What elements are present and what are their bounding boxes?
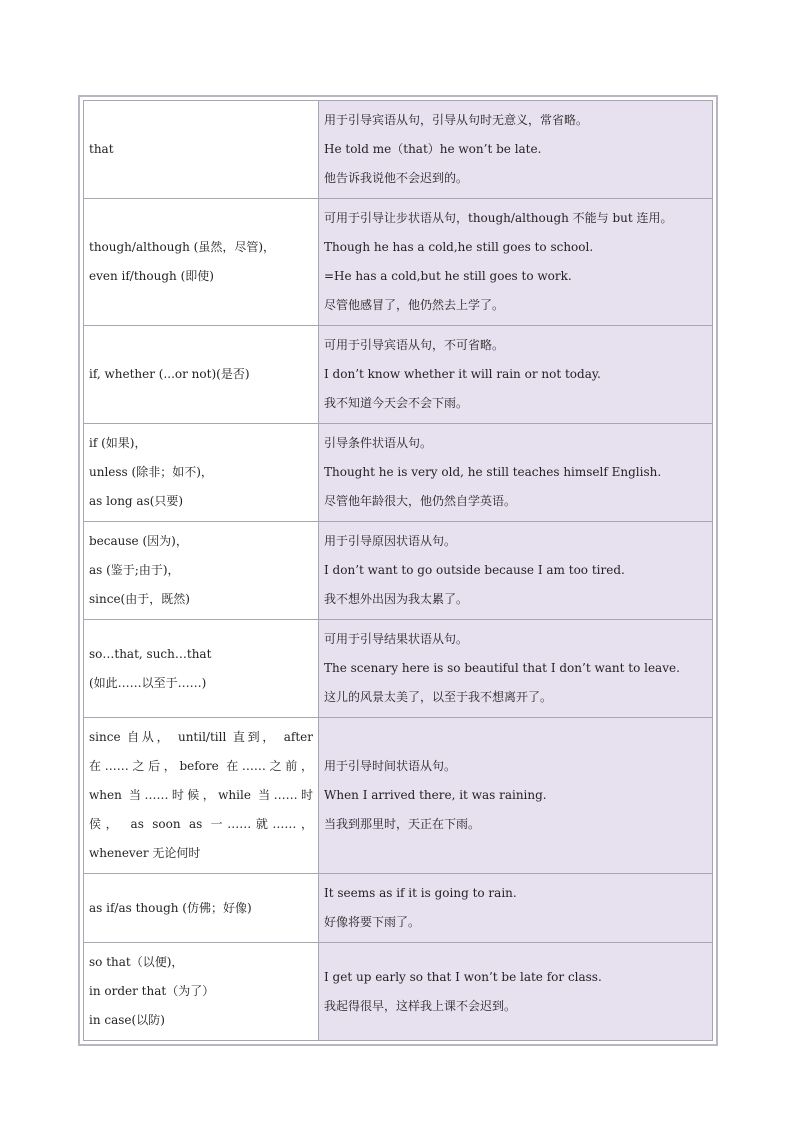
usage-text: 可用于引导宾语从句，不可省略。	[324, 338, 505, 352]
conjunction-text: so…that, such…that	[89, 646, 212, 661]
table-row	[84, 101, 713, 199]
usage-cell	[319, 718, 713, 874]
table-row	[84, 522, 713, 620]
usage-cell	[319, 522, 713, 620]
usage-text: Though he has a cold,he still goes to school.	[324, 240, 594, 254]
usage-text: Thought he is very old, he still teaches himself English.	[324, 465, 662, 479]
table-row	[84, 326, 713, 424]
usage-text: When I arrived there, it was raining.	[324, 788, 547, 802]
grammar-table-frame	[78, 95, 718, 1046]
conjunction-cell	[84, 718, 319, 874]
conjunction-cell	[84, 199, 319, 326]
conjunction-cell	[84, 101, 319, 199]
table-body	[84, 101, 713, 1041]
conjunction-text: if (如果)，	[89, 436, 147, 450]
usage-text: 尽管他年龄很大，他仍然自学英语。	[324, 494, 517, 508]
conjunction-text: in order that（为了）	[89, 984, 215, 998]
table-row	[84, 718, 713, 874]
conjunction-text: as if/as though (仿佛；好像)	[89, 900, 252, 915]
table-row	[84, 620, 713, 718]
conjunction-text: unless (除非；如不)，	[89, 465, 213, 479]
usage-text: 用于引导原因状语从句。	[324, 534, 457, 548]
usage-text: 用于引导宾语从句，引导从句时无意义，常省略。	[324, 113, 589, 127]
conjunction-cell	[84, 522, 319, 620]
conjunction-text: in case(以防)	[89, 1013, 165, 1027]
conjunction-text: so that（以便)，	[89, 955, 184, 969]
conjunction-text: since 自从， until/till 直到， after	[89, 730, 313, 744]
conjunction-text: when 当……时候，while 当……时	[89, 788, 313, 802]
usage-text: 引导条件状语从句。	[324, 436, 433, 450]
usage-text: =He has a cold,but he still goes to work.	[324, 269, 572, 283]
table-row	[84, 424, 713, 522]
conjunction-text: since(由于，既然)	[89, 592, 190, 606]
conjunction-text: 在……之后，before 在……之前，	[89, 759, 313, 773]
usage-text: I get up early so that I won’t be late for class.	[324, 969, 602, 984]
conjunction-text: that	[89, 142, 114, 156]
conjunction-text: even if/though (即使)	[89, 269, 214, 283]
usage-text: 这儿的风景太美了，以至于我不想离开了。	[324, 690, 553, 704]
usage-text: I don’t know whether it will rain or not today.	[324, 367, 601, 381]
conjunction-text: if, whether (...or not)(是否)	[89, 367, 250, 381]
usage-text: 我不想外出因为我太累了。	[324, 592, 469, 606]
usage-text: 可用于引导让步状语从句，though/although 不能与 but 连用。	[324, 211, 673, 225]
table-row	[84, 943, 713, 1041]
usage-text: 好像将要下雨了。	[324, 915, 421, 929]
usage-text: 我不知道今天会不会下雨。	[324, 396, 469, 410]
usage-cell	[319, 326, 713, 424]
usage-cell	[319, 424, 713, 522]
usage-text: 当我到那里时，天正在下雨。	[324, 817, 481, 831]
usage-cell	[319, 943, 713, 1041]
conjunction-table	[83, 100, 713, 1041]
conjunction-cell	[84, 943, 319, 1041]
conjunction-text: because (因为)，	[89, 534, 188, 548]
usage-text: 尽管他感冒了，他仍然去上学了。	[324, 298, 505, 312]
usage-cell	[319, 101, 713, 199]
conjunction-cell	[84, 424, 319, 522]
conjunction-text: (如此……以至于……)	[89, 675, 207, 690]
conjunction-text: though/although (虽然，尽管)，	[89, 240, 276, 254]
usage-text: 可用于引导结果状语从句。	[324, 632, 469, 646]
usage-text: 我起得很早，这样我上课不会迟到。	[324, 998, 517, 1013]
usage-text: 用于引导时间状语从句。	[324, 759, 457, 773]
conjunction-text: whenever 无论何时	[89, 846, 201, 860]
table-row	[84, 874, 713, 943]
conjunction-text: as (鉴于;由于)，	[89, 563, 180, 577]
conjunction-cell	[84, 620, 319, 718]
usage-text: It seems as if it is going to rain.	[324, 886, 517, 900]
conjunction-text: as long as(只要)	[89, 494, 184, 508]
conjunction-text: 侯， as soon as 一……就……，	[89, 817, 313, 831]
table-row	[84, 199, 713, 326]
conjunction-cell	[84, 874, 319, 943]
usage-text: He told me（that）he won’t be late.	[324, 142, 542, 156]
usage-cell	[319, 199, 713, 326]
usage-text: I don’t want to go outside because I am too tired.	[324, 563, 625, 577]
usage-cell	[319, 620, 713, 718]
usage-text: The scenary here is so beautiful that I don’t want to leave.	[324, 661, 680, 675]
conjunction-cell	[84, 326, 319, 424]
usage-text: 他告诉我说他不会迟到的。	[324, 171, 469, 185]
usage-cell	[319, 874, 713, 943]
